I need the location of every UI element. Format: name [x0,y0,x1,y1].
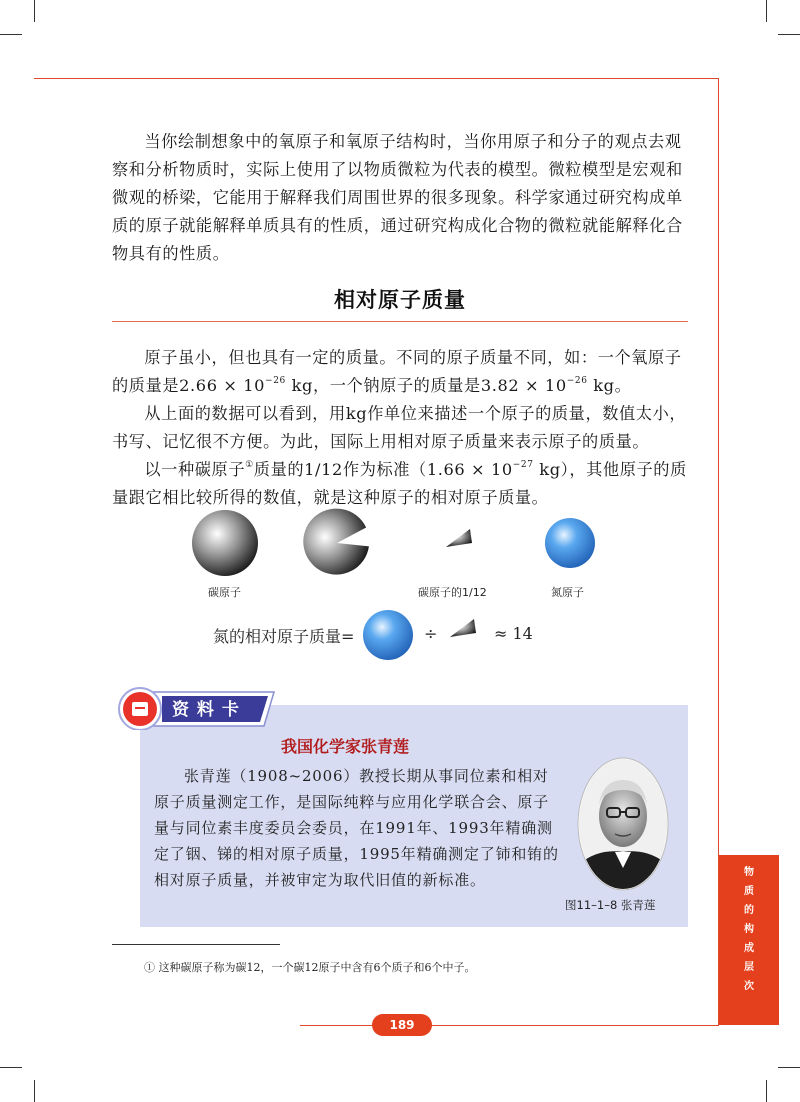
page-frame-top [34,78,718,79]
nitrogen-atom-sphere [545,518,595,568]
info-card-tab-label: 资 料 卡 [172,700,240,720]
section-rule [112,321,688,322]
carbon-twelfth-wedge [446,529,472,547]
caption-carbon-twelfth: 碳原子的1/12 [418,586,487,599]
info-card-text: 张青莲（1908~2006）教授长期从事同位素和相对原子质量测定工作，是国际纯粹与应用化学联合会、原子量与同位素丰度委员会委员，在1991年、1993年精确测定了铟、锑的相对原子质量，1995年精确测定了铈和铕的相对原子质量，并被审定为取代旧值的新标准。 [154,767,559,889]
paragraph-standard: 以一种碳原子①质量的1/12作为标准（$1.66 \times 10^{-27}$ kg），其他原子的质量跟它相比较所得的数值，就是这种原子的相对原子质量。 [112,460,687,507]
side-tab-char: 层 [744,962,754,973]
side-tab-char: 的 [744,905,754,916]
side-tab-char: 质 [744,886,754,897]
side-tab-char: 成 [744,943,754,954]
photo-caption: 图11–1–8 张青莲 [565,898,656,912]
chapter-side-tab [719,855,779,1025]
caption-nitrogen-atom: 氮原子 [551,586,584,599]
divide-sign: ÷ [424,624,438,643]
page-number: 189 [372,1014,432,1036]
side-tab-char: 构 [744,924,754,935]
paragraph-atomic-mass: 原子虽小，但也具有一定的质量。不同的原子质量不同，如：一个氧原子的质量是$2.66 \times 10^{-26}$ kg，一个钠原子的质量是$3.82 \times 10^{-26}$ kg。 [112,348,682,395]
carbon-atom-cut-sphere [292,505,381,586]
page-frame-bottom [300,1025,718,1026]
section-title: 相对原子质量 [334,288,466,312]
footnote-rule [112,944,280,945]
caption-carbon-atom: 碳原子 [208,586,241,599]
side-tab-char: 物 [744,867,754,878]
side-tab-char: 次 [744,981,754,992]
footnote-marker: ① [245,460,254,470]
portrait-photo [577,756,669,892]
intro-paragraph: 当你绘制想象中的氧原子和氧原子结构时，当你用原子和分子的观点去观察和分析物质时，实际上使用了以物质微粒为代表的模型。微粒模型是宏观和微观的桥梁，它能用于解释我们周围世界的很多现象。科学家通过研究构成单质的原子就能解释单质具有的性质，通过研究构成化合物的微粒就能解释化合物具有的性质。 [112,132,683,263]
info-card-title: 我国化学家张青莲 [280,737,409,756]
footnote: ① 这种碳原子称为碳12，一个碳12原子中含有6个质子和6个中子。 [144,961,476,974]
formula-label: 氮的相对原子质量= [213,627,355,646]
carbon-atom-sphere [192,510,258,576]
nitrogen-atom-sphere-formula [363,610,413,660]
paragraph-relative-mass-intro: 从上面的数据可以看到，用kg作单位来描述一个原子的质量，数值太小，书写、记忆很不方便。为此，国际上用相对原子质量来表示原子的质量。 [112,404,687,451]
approx-result: ≈ 14 [494,624,533,643]
carbon-twelfth-wedge-formula [450,619,476,637]
